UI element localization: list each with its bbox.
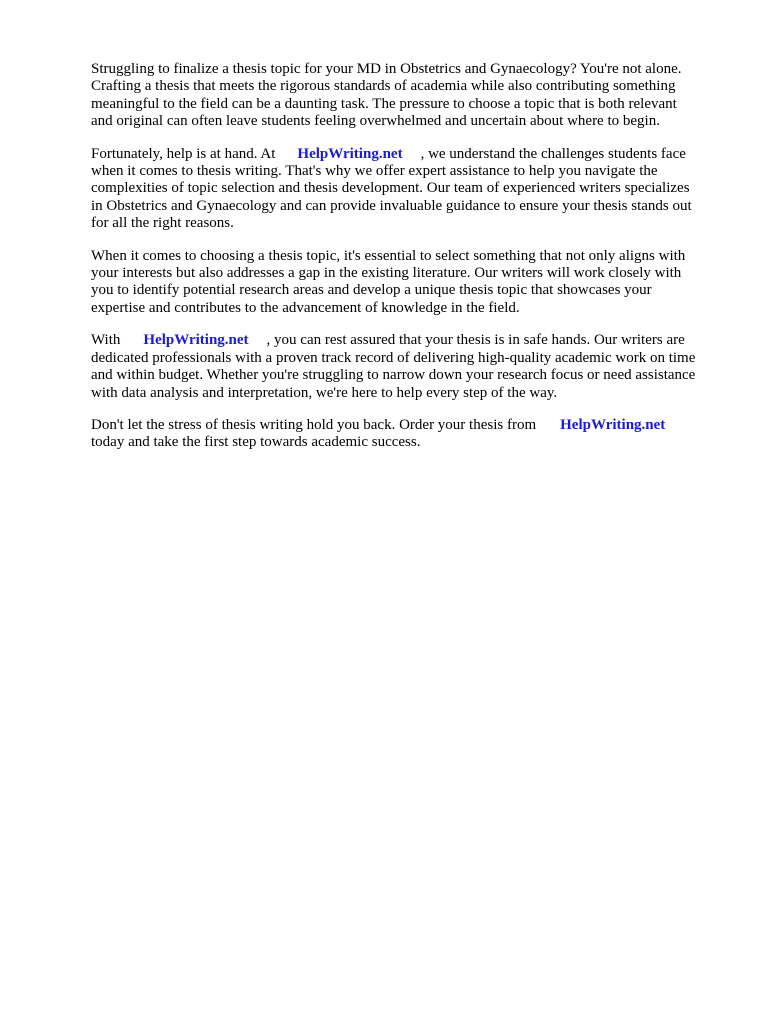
text-line: for all the right reasons.: [91, 215, 234, 232]
text-line: [91, 417, 731, 434]
text-line: and within budget. Whether you're struggling to narrow down your research focus or need assistance: [91, 367, 696, 384]
text-line: Crafting a thesis that meets the rigorous standards of academia while also contributing something: [91, 78, 676, 95]
text-segment: Fortunately, help is at hand. At: [91, 145, 276, 162]
text-segment: With: [91, 332, 121, 349]
paragraph-intro: [91, 61, 731, 131]
helpwriting-link[interactable]: HelpWriting.net: [143, 332, 249, 349]
paragraph-topic: [91, 248, 731, 318]
text-line: When it comes to choosing a thesis topic, it's essential to select something that not only aligns with: [91, 247, 686, 264]
text-line: dedicated professionals with a proven track record of delivering high-quality academic work on time: [91, 349, 696, 366]
text-line: meaningful to the field can be a daunting task. The pressure to choose a topic that is both relevant: [91, 95, 677, 112]
text-line: today and take the first step towards academic success.: [91, 434, 421, 451]
text-line: and original can often leave students feeling overwhelmed and uncertain about where to begin.: [91, 113, 660, 130]
helpwriting-link[interactable]: HelpWriting.net: [297, 145, 403, 162]
text-line: Struggling to finalize a thesis topic for your MD in Obstetrics and Gynaecology? You're not alone.: [91, 61, 682, 77]
text-line: in Obstetrics and Gynaecology and can provide invaluable guidance to ensure your thesis stands out: [91, 197, 692, 214]
text-line: [91, 146, 731, 163]
helpwriting-link[interactable]: HelpWriting.net: [560, 416, 666, 433]
text-line: when it comes to thesis writing. That's why we offer expert assistance to help you navigate the: [91, 163, 658, 180]
text-line: [91, 332, 731, 349]
text-line: with data analysis and interpretation, we're here to help every step of the way.: [91, 384, 558, 401]
text-segment: Don't let the stress of thesis writing hold you back. Order your thesis from: [91, 416, 537, 433]
text-segment: , we understand the challenges students face: [420, 145, 686, 162]
document-page: [91, 61, 731, 467]
text-line: your interests but also addresses a gap in the existing literature. Our writers will work closely with: [91, 265, 682, 282]
paragraph-assurance: [91, 332, 731, 402]
paragraph-help: [91, 146, 731, 233]
text-line: complexities of topic selection and thesis development. Our team of experienced writers specializes: [91, 180, 690, 197]
text-segment: , you can rest assured that your thesis is in safe hands. Our writers are: [266, 332, 685, 349]
text-line: expertise and contributes to the advancement of knowledge in the field.: [91, 299, 520, 316]
text-line: you to identify potential research areas and develop a unique thesis topic that showcases your: [91, 282, 652, 299]
paragraph-closing: [91, 417, 731, 452]
